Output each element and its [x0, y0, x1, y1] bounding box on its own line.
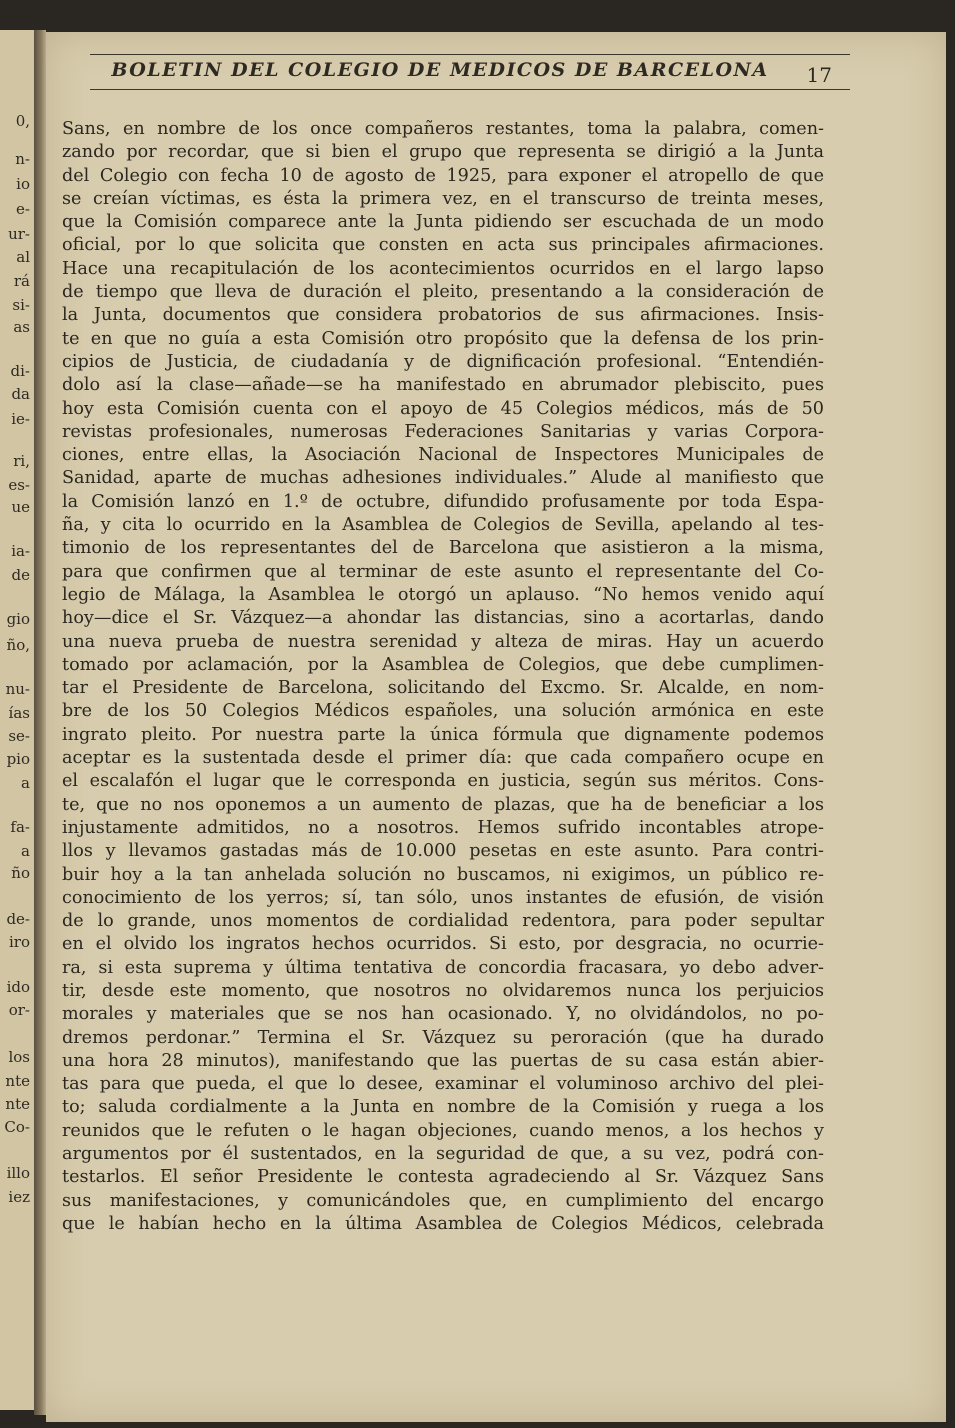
left-page-fragment: gio [6, 610, 30, 628]
left-page-fragment: io [16, 175, 30, 193]
left-page-fragment: rá [13, 272, 30, 290]
text-line: aceptar es la sustentada desde el primer día: que cada compañero ocupe en [62, 748, 824, 769]
text-line: bre de los 50 Colegios Médicos españoles, una solución armónica en este [62, 701, 824, 722]
left-page-fragment: ie- [11, 410, 30, 428]
text-line: hoy—dice el Sr. Vázquez—a ahondar las distancias, sino a acortarlas, dando [62, 608, 824, 629]
left-page-fragment: si- [12, 296, 30, 314]
left-page-fragment: ue [11, 498, 30, 516]
text-line: se creían víctimas, es ésta la primera vez, en el transcurso de treinta meses, [62, 188, 824, 209]
left-page-fragment: n- [15, 150, 30, 168]
text-line: una nueva prueba de nuestra serenidad y alteza de miras. Hay un acuerdo [62, 631, 824, 652]
text-line: argumentos por él sustentados, en la seguridad de que, a su vez, podrá con- [62, 1144, 824, 1165]
left-page-fragment: de- [6, 910, 30, 928]
text-line: ra, si esta suprema y última tentativa de concordia fracasara, yo debo adver- [62, 957, 824, 978]
running-header [90, 54, 850, 90]
text-line: Sans, en nombre de los once compañeros restantes, toma la palabra, comen- [62, 119, 824, 139]
text-line: dolo así la clase—añade—se ha manifestado en abrumador plebiscito, pues [62, 375, 824, 396]
text-line: conocimiento de los yerros; sí, tan sólo, unos instantes de efusión, de visión [62, 887, 824, 908]
text-line: del Colegio con fecha 10 de agosto de 1925, para exponer el atropello de que [62, 165, 824, 186]
left-page-fragment: fa- [10, 818, 30, 836]
text-line: to; saluda cordialmente a la Junta en nombre de la Comisión y ruega a los [62, 1097, 824, 1118]
left-page-fragment: iez [8, 1188, 30, 1206]
left-page-fragment: a [21, 842, 30, 860]
text-line: revistas profesionales, numerosas Federaciones Sanitarias y varias Corpora- [62, 421, 824, 442]
left-page-fragment: ri, [13, 452, 30, 470]
text-line: dremos perdonar.” Termina el Sr. Vázquez su peroración (que ha durado [62, 1027, 824, 1048]
body-text [62, 118, 824, 1236]
left-page-fragment: ño, [6, 636, 30, 654]
text-line: hoy esta Comisión cuenta con el apoyo de 45 Colegios médicos, más de 50 [62, 398, 824, 419]
text-line: llos y llevamos gastadas más de 10.000 pesetas en este asunto. Para contri- [62, 841, 824, 862]
text-line: injustamente admitidos, no a nosotros. Hemos sufrido incontables atrope- [62, 817, 824, 838]
left-page-edge [0, 30, 34, 1410]
left-page-fragment: ño [11, 864, 30, 882]
text-line: buir hoy a la tan anhelada solución no buscamos, ni exigimos, un público re- [62, 864, 824, 885]
text-line: reunidos que le refuten o le hagan objeciones, cuando menos, a los hechos y [62, 1120, 824, 1141]
book-gutter [34, 30, 46, 1415]
text-line: la Comisión lanzó en 1.º de octubre, difundido profusamente por toda Espa- [62, 491, 824, 512]
left-page-fragment: iro [9, 933, 30, 951]
text-line: tar el Presidente de Barcelona, solicitando del Excmo. Sr. Alcalde, en nom- [62, 678, 824, 699]
left-page-fragment: Co- [4, 1118, 30, 1136]
left-page-fragment: es- [8, 476, 30, 494]
text-line: en el olvido los ingratos hechos ocurridos. Si esto, por desgracia, no ocurrie- [62, 934, 824, 955]
text-line: la Junta, documentos que considera probatorios de sus afirmaciones. Insis- [62, 305, 824, 326]
text-line: de lo grande, unos momentos de cordialidad redentora, para poder sepultar [62, 911, 824, 932]
text-line: oficial, por lo que solicita que consten en acta sus principales afirmaciones. [62, 235, 824, 256]
text-line: que la Comisión comparece ante la Junta pidiendo ser escuchada de un modo [62, 212, 824, 233]
left-page-fragment: se- [8, 727, 30, 745]
page-number: 17 [806, 63, 832, 87]
left-page-fragment: ia- [11, 542, 30, 560]
text-line: Hace una recapitulación de los acontecimientos ocurridos en el largo lapso [62, 258, 824, 279]
left-page-fragment: los [8, 1048, 30, 1066]
text-line: de tiempo que lleva de duración el pleito, presentando a la consideración de [62, 282, 824, 303]
text-line: cipios de Justicia, de ciudadanía y de dignificación profesional. “Entendién- [62, 351, 824, 372]
left-page-fragment: ido [6, 978, 30, 996]
left-page-fragment: nu- [5, 680, 30, 698]
text-line: zando por recordar, que si bien el grupo que representa se dirigió a la Junta [62, 142, 824, 163]
left-page-fragment: al [16, 248, 30, 266]
left-page-fragment: as [13, 318, 30, 336]
text-line: te en que no guía a esta Comisión otro propósito que la defensa de los prin- [62, 328, 824, 349]
text-line: testarlos. El señor Presidente le contesta agradeciendo al Sr. Vázquez Sans [62, 1167, 824, 1188]
left-page-fragment: nte [5, 1072, 30, 1090]
left-page-fragment: or- [8, 1001, 30, 1019]
text-line: una hora 28 minutos), manifestando que las puertas de su casa están abier- [62, 1050, 824, 1071]
text-line: legio de Málaga, la Asamblea le otorgó un aplauso. “No hemos venido aquí [62, 584, 824, 605]
left-page-fragment: a [21, 774, 30, 792]
text-line: tir, desde este momento, que nosotros no olvidaremos nunca los perjuicios [62, 980, 824, 1001]
left-page-fragment: de [11, 566, 30, 584]
text-line: el escalafón el lugar que le corresponda en justicia, según sus méritos. Cons- [62, 771, 824, 792]
text-line: tomado por aclamación, por la Asamblea de Colegios, que debe cumplimen- [62, 654, 824, 675]
left-page-fragment: di- [10, 362, 30, 380]
left-page-fragment: da [11, 385, 30, 403]
text-line: ña, y cita lo ocurrido en la Asamblea de Colegios de Sevilla, apelando al tes- [62, 515, 824, 536]
text-line: morales y materiales que se nos han ocasionado. Y, no olvidándolos, no po- [62, 1004, 824, 1025]
left-page-fragment: nte [5, 1095, 30, 1113]
left-page-fragment: e- [16, 200, 30, 218]
text-line: timonio de los representantes del de Barcelona que asistieron a la misma, [62, 538, 824, 559]
left-page-fragment: 0, [15, 112, 30, 130]
header-title: BOLETIN DEL COLEGIO DE MEDICOS DE BARCELONA [111, 59, 769, 81]
text-line: para que confirmen que al terminar de este asunto el representante del Co- [62, 561, 824, 582]
text-line: Sanidad, aparte de muchas adhesiones individuales.” Alude al manifiesto que [62, 468, 824, 489]
text-line: te, que no nos oponemos a un aumento de plazas, que ha de beneficiar a los [62, 794, 824, 815]
left-page-fragment: ías [8, 704, 30, 722]
text-line: tas para que pueda, el que lo desee, examinar el voluminoso archivo del plei- [62, 1074, 824, 1095]
text-line: ingrato pleito. Por nuestra parte la única fórmula que dignamente podemos [62, 724, 824, 745]
left-page-fragment: ur- [8, 225, 30, 243]
left-page-fragment: illo [6, 1164, 30, 1182]
left-page-fragment: pio [6, 750, 30, 768]
text-line: sus manifestaciones, y comunicándoles que, en cumplimiento del encargo [62, 1190, 824, 1211]
text-line: que le habían hecho en la última Asamblea de Colegios Médicos, celebrada [62, 1213, 824, 1234]
text-line: ciones, entre ellas, la Asociación Nacional de Inspectores Municipales de [62, 445, 824, 466]
